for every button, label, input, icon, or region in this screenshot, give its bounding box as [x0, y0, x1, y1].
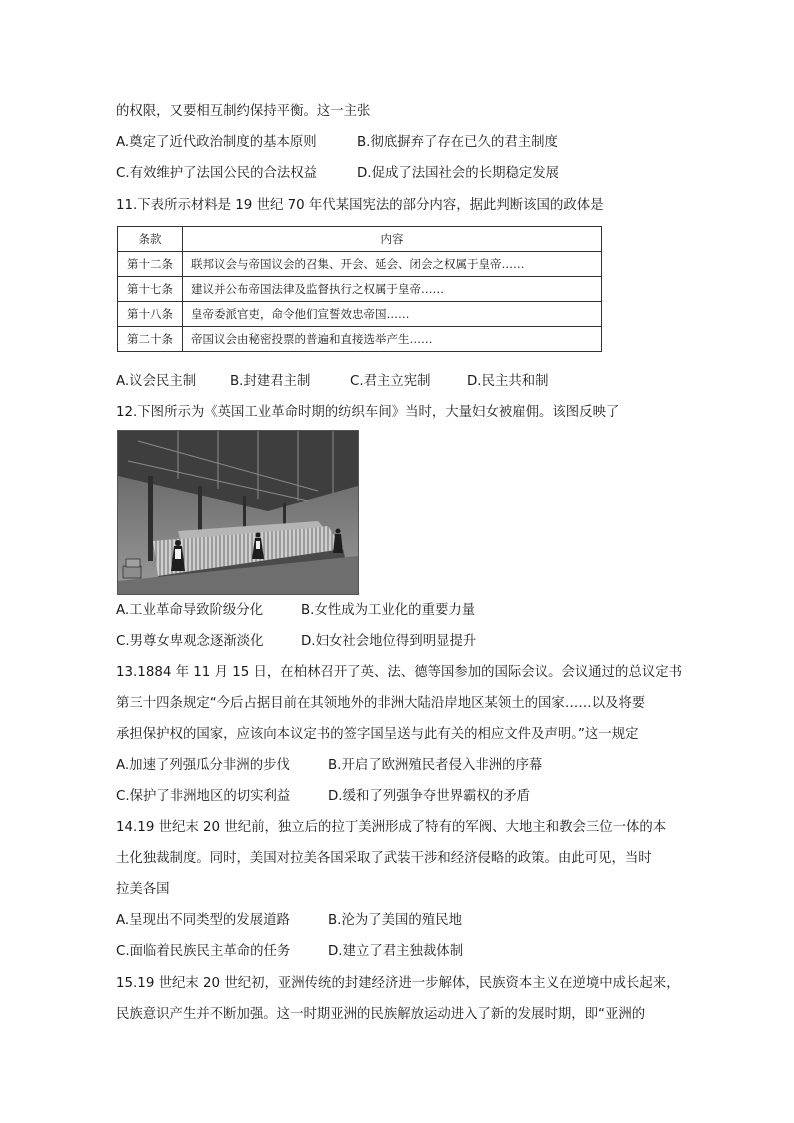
- content-cell: 建议并公布帝国法律及监督执行之权属于皇帝……: [183, 277, 602, 302]
- q10-option-b[interactable]: B.彻底摒弃了存在已久的君主制度: [357, 135, 558, 150]
- table-row: [118, 252, 602, 277]
- article-cell: 第十八条: [118, 302, 183, 327]
- q13-option-a[interactable]: A.加速了列强瓜分非洲的步伐: [116, 758, 290, 773]
- table-row: [118, 302, 602, 327]
- content-cell: 皇帝委派官吏，命令他们宣誓效忠帝国……: [183, 302, 602, 327]
- q10-option-c[interactable]: C.有效维护了法国公民的合法权益: [116, 166, 318, 181]
- q14-stem-line-3: 拉美各国: [116, 882, 170, 897]
- q11-option-c[interactable]: C.君主立宪制: [350, 374, 431, 389]
- q11-option-d[interactable]: D.民主共和制: [467, 374, 549, 389]
- q13-option-c[interactable]: C.保护了非洲地区的切实利益: [116, 789, 291, 804]
- q12-option-d[interactable]: D.妇女社会地位得到明显提升: [301, 634, 477, 649]
- q13-stem-line-2: 第三十四条规定“今后占据目前在其领地外的非洲大陆沿岸地区某领土的国家……以及将要: [116, 696, 646, 711]
- q14-option-b[interactable]: B.沦为了美国的殖民地: [328, 913, 462, 928]
- q12-option-a[interactable]: A.工业革命导致阶级分化: [116, 603, 264, 618]
- q10-option-a[interactable]: A.奠定了近代政治制度的基本原则: [116, 135, 317, 150]
- q15-stem-line-1: 15.19 世纪末 20 世纪初，亚洲传统的封建经济进一步解体，民族资本主义在逆境中成长起来，: [116, 976, 680, 991]
- content-cell: 联邦议会与帝国议会的召集、开会、延会、闭会之权属于皇帝……: [183, 252, 602, 277]
- header-article: 条款: [118, 227, 183, 252]
- q14-option-d[interactable]: D.建立了君主独裁体制: [328, 944, 464, 959]
- table-row: [118, 327, 602, 352]
- article-cell: 第十二条: [118, 252, 183, 277]
- content-cell: 帝国议会由秘密投票的普遍和直接选举产生……: [183, 327, 602, 352]
- table-row: [118, 277, 602, 302]
- header-content: 内容: [183, 227, 602, 252]
- q11-option-b[interactable]: B.封建君主制: [230, 374, 311, 389]
- q13-option-b[interactable]: B.开启了欧洲殖民者侵入非洲的序幕: [328, 758, 543, 773]
- textile-workshop-illustration: [117, 430, 359, 595]
- q15-stem-line-2: 民族意识产生并不断加强。这一时期亚洲的民族解放运动进入了新的发展时期，即“亚洲的: [116, 1007, 646, 1022]
- table-header-row: [118, 227, 602, 252]
- q14-option-a[interactable]: A.呈现出不同类型的发展道路: [116, 913, 290, 928]
- q11-option-a[interactable]: A.议会民主制: [116, 374, 197, 389]
- q12-option-c[interactable]: C.男尊女卑观念逐渐淡化: [116, 634, 264, 649]
- article-cell: 第十七条: [118, 277, 183, 302]
- q14-stem-line-1: 14.19 世纪末 20 世纪前，独立后的拉丁美洲形成了特有的军阀、大地主和教会三位一体的本: [116, 820, 667, 835]
- q12-option-b[interactable]: B.女性成为工业化的重要力量: [301, 603, 476, 618]
- q12-stem: 12.下图所示为《英国工业革命时期的纺织车间》当时，大量妇女被雇佣。该图反映了: [116, 405, 620, 420]
- q14-stem-line-2: 土化独裁制度。同时，美国对拉美各国采取了武装干涉和经济侵略的政策。由此可见，当时: [116, 851, 652, 866]
- q14-option-c[interactable]: C.面临着民族民主革命的任务: [116, 944, 291, 959]
- constitution-table: [117, 226, 602, 352]
- q11-stem: 11.下表所示材料是 19 世纪 70 年代某国宪法的部分内容，据此判断该国的政体是: [116, 198, 604, 213]
- q10-stem-tail: 的权限，又要相互制约保持平衡。这一主张: [116, 104, 371, 119]
- q13-stem-line-3: 承担保护权的国家，应该向本议定书的签字国呈送与此有关的相应文件及声明。”这一规定: [116, 727, 639, 742]
- q13-option-d[interactable]: D.缓和了列强争夺世界霸权的矛盾: [328, 789, 531, 804]
- q13-stem-line-1: 13.1884 年 11 月 15 日，在柏林召开了英、法、德等国参加的国际会议。会议通过的总议定书: [116, 665, 683, 680]
- article-cell: 第二十条: [118, 327, 183, 352]
- q10-option-d[interactable]: D.促成了法国社会的长期稳定发展: [357, 166, 560, 181]
